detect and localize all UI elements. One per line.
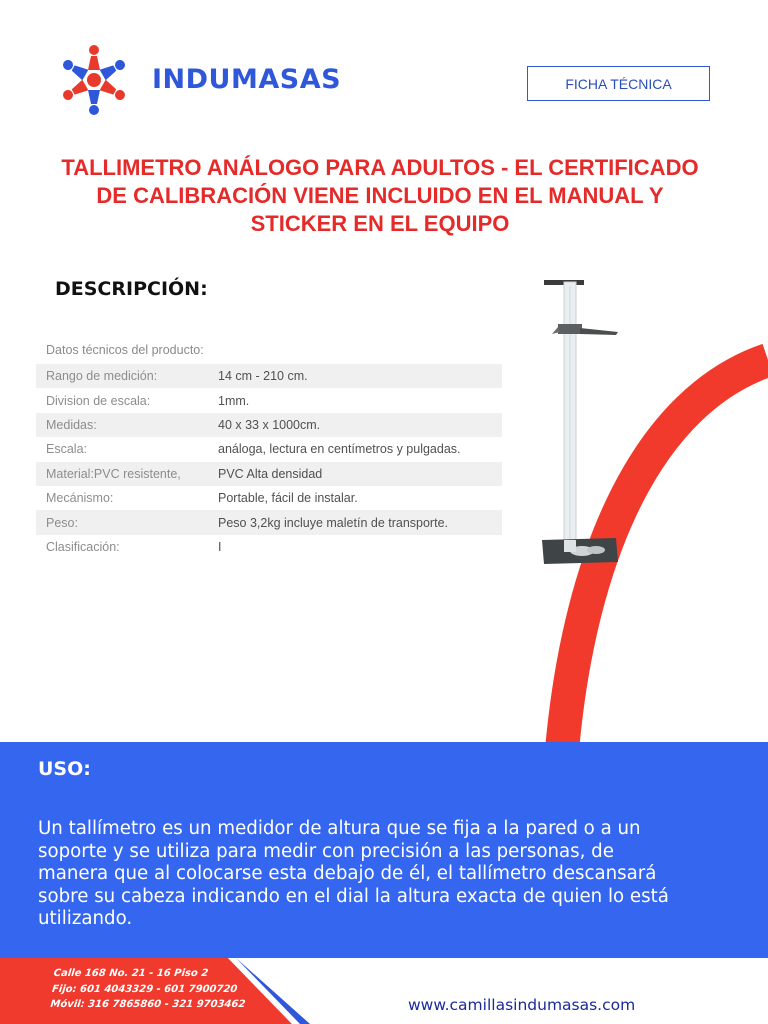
phone-movil-text: Móvil: 316 7865860 - 321 9703462: [49, 999, 246, 1010]
title-line: TALLIMETRO ANÁLOGO PARA ADULTOS - EL CERTIFICADO: [61, 155, 699, 180]
table-row: [36, 413, 502, 437]
spec-value: análoga, lectura en centímetros y pulgadas.: [204, 437, 502, 461]
uso-heading: USO:: [38, 758, 91, 780]
spec-label: Clasificación:: [36, 535, 204, 559]
page-title: [30, 154, 730, 238]
title-line: DE CALIBRACIÓN VIENE INCLUIDO EN EL MANUAL Y: [96, 183, 664, 208]
uso-line: Un tallímetro es un medidor de altura que se fija a la pared o a un: [38, 818, 641, 839]
contact-info: [50, 966, 250, 1013]
brand-name: INDUMASAS: [152, 64, 342, 95]
spec-value: 14 cm - 210 cm.: [204, 364, 502, 388]
uso-line: soporte y se utiliza para medir con precisión a las personas, de: [38, 840, 614, 862]
spec-value: I: [204, 535, 502, 559]
stadiometer-product-image: [530, 272, 630, 568]
spec-label: Division de escala:: [36, 388, 204, 412]
spec-caption: Datos técnicos del producto:: [46, 343, 204, 357]
table-row: [36, 437, 502, 461]
spec-label: Rango de medición:: [36, 364, 204, 388]
uso-paragraph: [38, 818, 738, 931]
spec-label: Medidas:: [36, 413, 204, 437]
spec-value: 1mm.: [204, 388, 502, 412]
doc-type-badge: FICHA TÉCNICA: [527, 66, 710, 101]
spec-label: Escala:: [36, 437, 204, 461]
phone-fijo-text: Fijo: 601 4043329 - 601 7900720: [51, 983, 238, 995]
spec-value: PVC Alta densidad: [204, 462, 502, 486]
table-row: [36, 535, 502, 559]
table-row: [36, 364, 502, 388]
website-link[interactable]: www.camillasindumasas.com: [408, 996, 636, 1014]
spec-label: Peso:: [36, 510, 204, 534]
table-row: [36, 462, 502, 486]
spec-value: Portable, fácil de instalar.: [204, 486, 502, 510]
uso-line: sobre su cabeza indicando en el dial la altura exacta de quien lo está: [38, 885, 669, 907]
title-line: STICKER EN EL EQUIPO: [250, 211, 510, 236]
address-text: Calle 168 No. 21 - 16 Piso 2: [53, 968, 209, 979]
uso-line: utilizando.: [38, 908, 133, 929]
description-heading: DESCRIPCIÓN:: [55, 278, 208, 300]
table-row: [36, 388, 502, 412]
table-row: [36, 486, 502, 510]
spec-label: Material:PVC resistente,: [36, 462, 204, 486]
spec-label: Mecánismo:: [36, 486, 204, 510]
uso-line: manera que al colocarse esta debajo de él, el tallímetro descansará: [38, 863, 657, 884]
spec-value: Peso 3,2kg incluye maletín de transporte.: [204, 510, 502, 534]
table-row: [36, 510, 502, 534]
spec-table: [36, 364, 502, 559]
spec-value: 40 x 33 x 1000cm.: [204, 413, 502, 437]
indumasas-logo-icon: [52, 42, 136, 118]
